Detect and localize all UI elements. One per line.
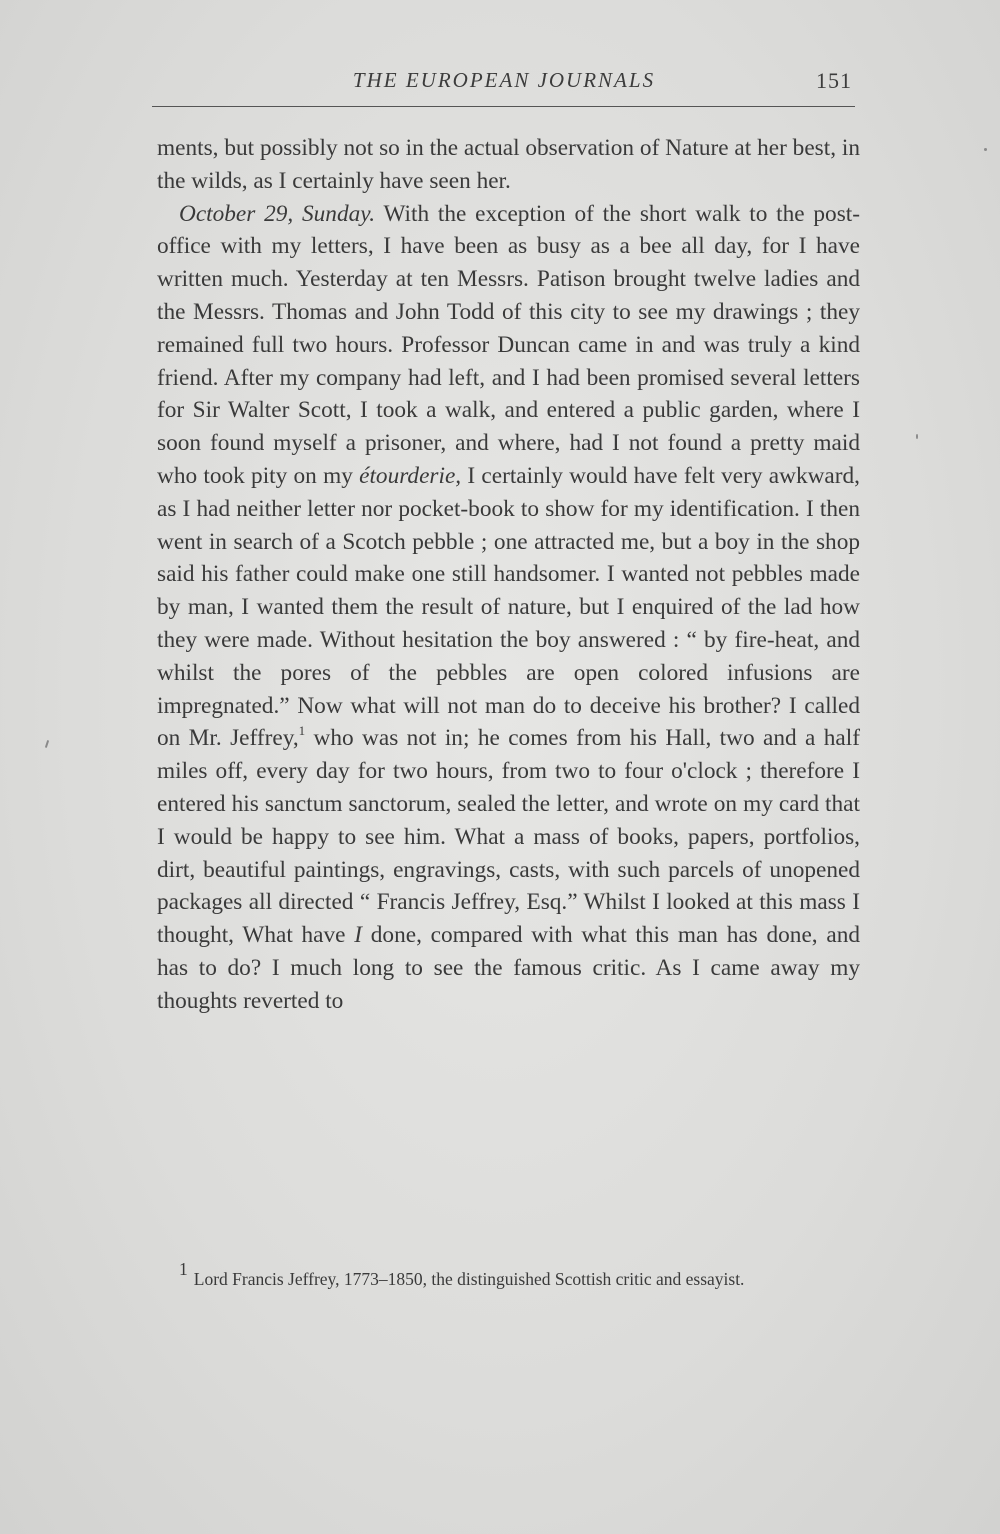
running-title: THE EUROPEAN JOURNALS bbox=[352, 68, 656, 92]
entry-text-3: who was not in; he comes from his Hall, two and a half miles off, every day for two hours, from two to four o'clock ; therefore I entered his sanctum sanctorum, sealed the letter, and wrote on my card that I would be happy to see him. What a mass of books, papers, portfolios, dirt, beautiful paintings, engravings, casts, with such parcels of unopened packages all directed “ Francis Jeffrey, Esq.” Whilst I looked at this mass I thought, What have bbox=[157, 725, 860, 949]
running-head bbox=[152, 66, 856, 100]
journal-entry bbox=[157, 198, 860, 1018]
entry-date: October 29, Sunday. bbox=[179, 200, 376, 227]
paper-speck bbox=[916, 434, 918, 439]
entry-text-2: I certainly would have felt very awkward, as I had neither letter nor pocket-book to show for my identification. I then went in search of a Scotch pebble ; one attracted me, but a boy in the shop said his father could make one still handsomer. I wanted not pebbles made by man, I wanted them the result of nature, but I enquired of the lad how they were made. Without hesitation the boy answered : “ by fire-heat, and whilst the pores of the pebbles are open colored infusions are impregnated.” Now what will not man do to deceive his brother? I called on Mr. Jeffrey, bbox=[157, 462, 861, 752]
entry-text-1: With the exception of the short walk to the post-office with my letters, I have been as busy as a bee all day, for I have written much. Yesterday at ten Messrs. Patison brought twelve ladies and the Messrs. Thomas and John Todd of this city to see my drawings ; they remained full two hours. Professor Duncan came in and was truly a kind friend. After my company had left, and I had been promised several letters for Sir Walter Scott, I took a walk, and entered a public garden, where I soon found myself a prisoner, and where, had I not found a pretty maid who took pity on my bbox=[157, 200, 860, 489]
page-number: 151 bbox=[816, 68, 852, 93]
footnote-text: Lord Francis Jeffrey, 1773–1850, the distinguished Scottish critic and essayist. bbox=[193, 1269, 745, 1289]
italic-pronoun: I bbox=[354, 922, 363, 949]
paragraph-continuation: ments, but possibly not so in the actual observation of Nature at her best, in the wilds, as I certainly have seen her. bbox=[157, 135, 860, 194]
italic-word: étourderie, bbox=[359, 462, 462, 489]
body-text bbox=[157, 132, 860, 1018]
footnote bbox=[157, 1259, 860, 1292]
footnote-mark: 1 bbox=[179, 1259, 188, 1279]
header-rule bbox=[152, 106, 855, 107]
paper-speck bbox=[984, 148, 987, 151]
paper-speck bbox=[45, 740, 49, 748]
entry-text-4: done, compared with what this man has done, and has to do? I much long to see the famous critic. As I came away my thoughts reverted to bbox=[157, 922, 860, 1014]
footnote-reference: 1 bbox=[298, 723, 306, 739]
